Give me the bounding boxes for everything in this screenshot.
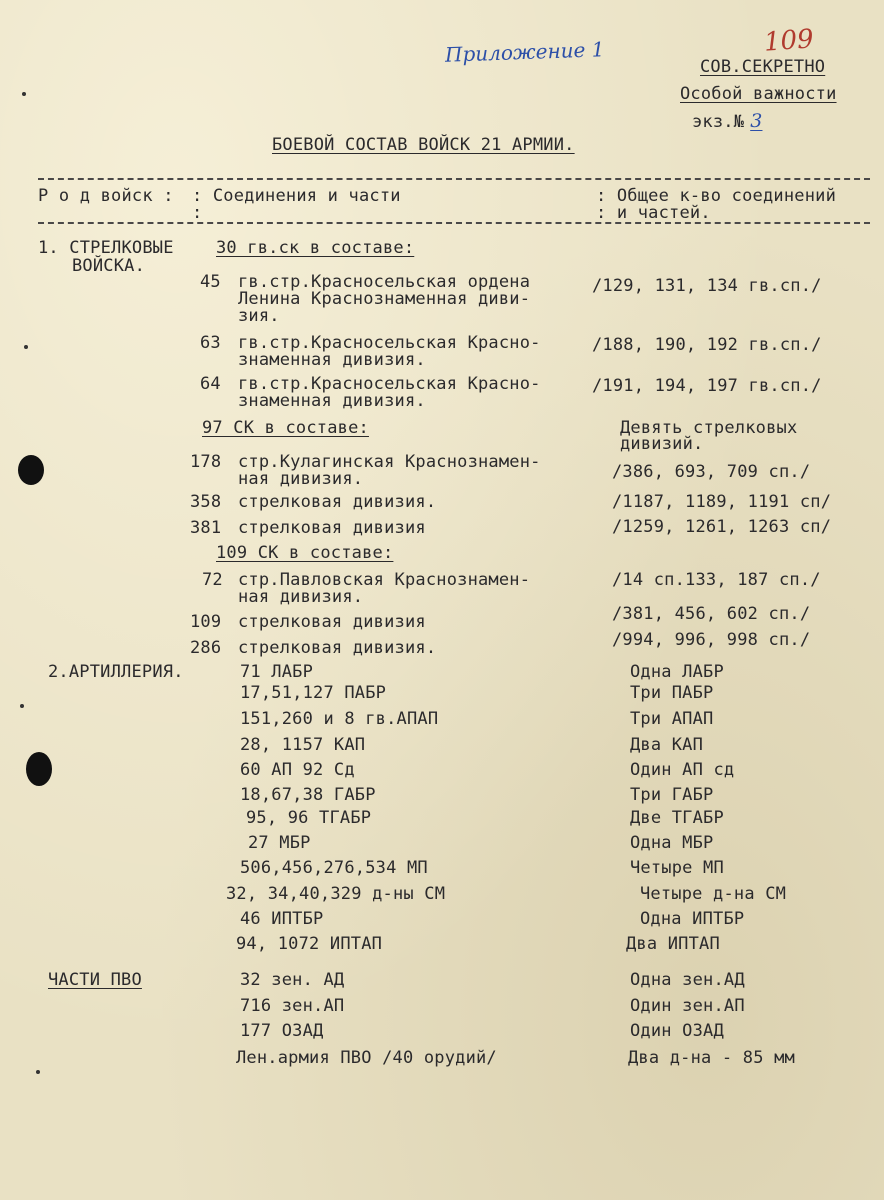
pvo-total: Один ОЗАД [630, 1021, 724, 1041]
handwritten-annex-note: Приложение 1 [444, 37, 605, 67]
punch-hole-top [18, 455, 44, 485]
division-name: гв.стр.Красносельская Красно- [238, 333, 541, 353]
division-name-cont: зия. [238, 306, 280, 326]
corps-97-heading: 97 СК в составе: [202, 418, 369, 438]
division-regiments: /188, 190, 192 гв.сп./ [592, 335, 822, 355]
division-number: 109 [190, 612, 222, 632]
artillery-total: Два ИПТАП [626, 934, 720, 954]
classification-importance: Особой важности [680, 84, 837, 104]
artillery-total: Три ПАБР [630, 683, 714, 703]
pvo-unit: 177 ОЗАД [240, 1021, 324, 1041]
division-regiments: /1259, 1261, 1263 сп/ [612, 517, 832, 537]
division-name: гв.стр.Красносельская ордена [238, 272, 531, 292]
division-regiments: /14 сп.133, 187 сп./ [612, 570, 821, 590]
column-header-units: : Соединения и части [192, 186, 401, 206]
artillery-unit: 94, 1072 ИПТАП [236, 934, 383, 954]
artillery-total: Три ГАБР [630, 785, 714, 805]
mark-dot [20, 704, 24, 708]
division-name: стрелковая дивизия [238, 612, 426, 632]
punch-hole-bottom [26, 752, 52, 786]
document-title: БОЕВОЙ СОСТАВ ВОЙСК 21 АРМИИ. [272, 135, 575, 155]
division-name: стрелковая дивизия. [238, 638, 437, 658]
division-name: гв.стр.Красносельская Красно- [238, 374, 541, 394]
copy-number [692, 111, 776, 132]
artillery-total: Четыре д-на СМ [640, 884, 787, 904]
section-rifle-title: 1. СТРЕЛКОВЫЕ [38, 238, 174, 258]
artillery-unit: 17,51,127 ПАБР [240, 683, 387, 703]
mark-dot [22, 92, 26, 96]
division-regiments: /191, 194, 197 гв.сп./ [592, 376, 822, 396]
artillery-unit: 151,260 и 8 гв.АПАП [240, 709, 439, 729]
division-name: стрелковая дивизия [238, 518, 426, 538]
artillery-unit: 27 МБР [248, 833, 311, 853]
artillery-unit: 506,456,276,534 МП [240, 858, 428, 878]
artillery-total: Три АПАП [630, 709, 714, 729]
mark-dot [24, 345, 28, 349]
pvo-total: Одна зен.АД [630, 970, 745, 990]
division-number: 63 [200, 333, 221, 353]
division-number: 286 [190, 638, 222, 658]
artillery-total: Четыре МП [630, 858, 724, 878]
corps-30-heading: 30 гв.ск в составе: [216, 238, 415, 258]
copy-number-value: 3 [750, 110, 763, 132]
division-regiments: /1187, 1189, 1191 сп/ [612, 492, 832, 512]
division-name: стрелковая дивизия. [238, 492, 437, 512]
corps-97-total: Девять стрелковых [620, 418, 798, 438]
division-regiments: /994, 996, 998 сп./ [612, 630, 811, 650]
division-number: 381 [190, 518, 222, 538]
division-name-cont: знаменная дивизия. [238, 391, 426, 411]
division-regiments: /381, 456, 602 сп./ [612, 604, 811, 624]
section-rifle-title-2: ВОЙСКА. [72, 256, 146, 276]
column-header-branch: Р о д войск : [38, 186, 174, 206]
division-name-cont: знаменная дивизия. [238, 350, 426, 370]
artillery-total: Одна ЛАБР [630, 662, 724, 682]
division-number: 178 [190, 452, 222, 472]
handwritten-sheet-number: 109 [763, 24, 815, 58]
artillery-unit: 18,67,38 ГАБР [240, 785, 376, 805]
corps-109-heading: 109 СК в составе: [216, 543, 394, 563]
artillery-unit: 95, 96 ТГАБР [246, 808, 372, 828]
artillery-total: Одна МБР [630, 833, 714, 853]
artillery-unit: 60 АП 92 Сд [240, 760, 355, 780]
artillery-total: Одна ИПТБР [640, 909, 745, 929]
corps-97-total-2: дивизий. [620, 434, 704, 454]
column-header-total: : Общее к-во соединений [596, 186, 837, 206]
artillery-unit: 46 ИПТБР [240, 909, 324, 929]
pvo-total: Два д-на - 85 мм [628, 1048, 795, 1068]
division-regiments: /129, 131, 134 гв.сп./ [592, 276, 822, 296]
division-number: 358 [190, 492, 222, 512]
artillery-total: Один АП сд [630, 760, 735, 780]
artillery-unit: 28, 1157 КАП [240, 735, 366, 755]
header-rule-bottom [38, 222, 870, 224]
artillery-total: Два КАП [630, 735, 704, 755]
header-rule-top [38, 178, 870, 180]
pvo-unit: 716 зен.АП [240, 996, 345, 1016]
column-separator: : [192, 203, 203, 223]
section-pvo-title: ЧАСТИ ПВО [48, 970, 142, 990]
division-name: стр.Кулагинская Краснознамен- [238, 452, 541, 472]
artillery-unit: 71 ЛАБР [240, 662, 314, 682]
section-artillery-title: 2.АРТИЛЛЕРИЯ. [48, 662, 184, 682]
pvo-unit: Лен.армия ПВО /40 орудий/ [236, 1048, 497, 1068]
division-name-cont: ная дивизия. [238, 587, 364, 607]
classification-secret: СОВ.СЕКРЕТНО [700, 57, 826, 77]
division-number: 72 [202, 570, 223, 590]
column-header-total-2: : и частей. [596, 203, 711, 223]
copy-label: экз.№ [692, 112, 745, 132]
division-number: 64 [200, 374, 221, 394]
division-name-cont: Ленина Краснознаменная диви- [238, 289, 531, 309]
pvo-unit: 32 зен. АД [240, 970, 345, 990]
division-number: 45 [200, 272, 221, 292]
artillery-total: Две ТГАБР [630, 808, 724, 828]
artillery-unit: 32, 34,40,329 д-ны СМ [226, 884, 446, 904]
pvo-total: Один зен.АП [630, 996, 745, 1016]
mark-dot [36, 1070, 40, 1074]
division-name: стр.Павловская Краснознамен- [238, 570, 531, 590]
division-name-cont: ная дивизия. [238, 469, 364, 489]
division-regiments: /386, 693, 709 сп./ [612, 462, 811, 482]
